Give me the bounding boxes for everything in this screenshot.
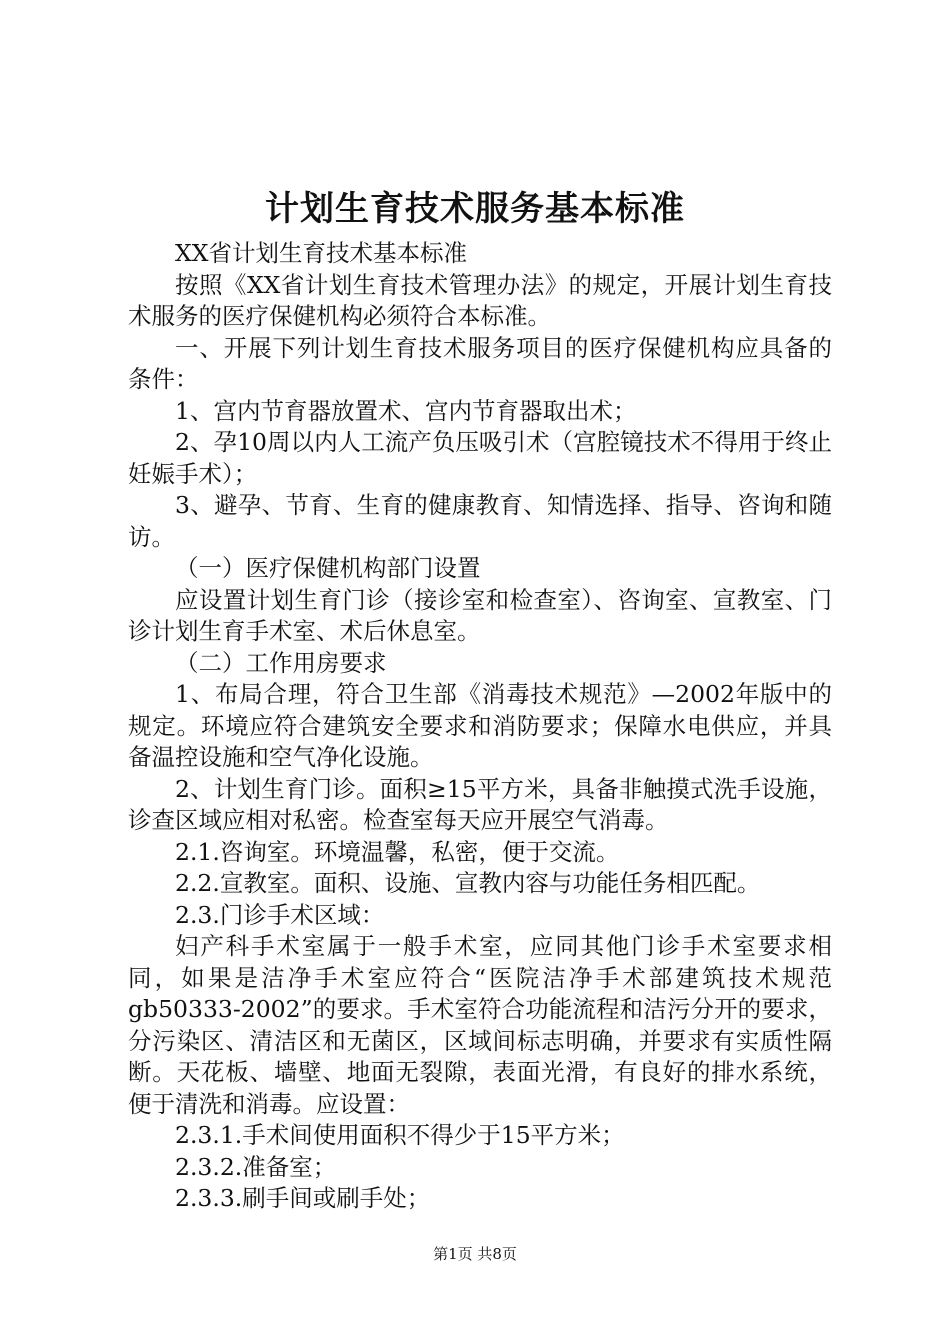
paragraph-dept-setup: 应设置计划生育门诊（接诊室和检查室）、咨询室、宣教室、门诊计划生育手术室、术后休息室。 [128, 585, 832, 645]
paragraph-heading-dept: （一）医疗保健机构部门设置 [175, 554, 481, 582]
paragraph-item-2: 2、孕10周以内人工流产负压吸引术（宫腔镜技术不得用于终止妊娠手术）； [128, 428, 832, 488]
paragraph-section-1: 一、开展下列计划生育技术服务项目的医疗保健机构应具备的条件： [128, 333, 832, 393]
paragraph-rooms-2-1: 2.1.咨询室。环境温馨，私密，便于交流。 [175, 837, 620, 866]
document-body [128, 238, 832, 1215]
paragraph-rooms-2-3: 2.3.门诊手术区域： [175, 900, 385, 929]
paragraph-subtitle: XX省计划生育技术基本标准 [175, 239, 467, 267]
paragraph-intro: 按照《XX省计划生育技术管理办法》的规定，开展计划生育技术服务的医疗保健机构必须符合本标准。 [128, 270, 832, 330]
paragraph-rooms-2-2: 2.2.宣教室。面积、设施、宣教内容与功能任务相匹配。 [175, 869, 761, 897]
paragraph-rooms-2-3-2: 2.3.2.准备室； [175, 1152, 337, 1181]
paragraph-rooms-1: 1、布局合理，符合卫生部《消毒技术规范》—2002年版中的规定。环境应符合建筑安全要求和消防要求；保障水电供应，并具备温控设施和空气净化设施。 [128, 680, 832, 771]
paragraph-heading-rooms: （二）工作用房要求 [175, 648, 387, 677]
page-footer: 第1页 共8页 [433, 1245, 517, 1263]
paragraph-surgery-area: 妇产科手术室属于一般手术室，应同其他门诊手术室要求相同，如果是洁净手术室应符合“医院洁净手术部建筑技术规范gb50333-2002”的要求。手术室符合功能流程和洁污分开的要求，分污染区、清洁区和无菌区，区域间标志明确，并要求有实质性隔断。天花板、墙壁、地面无裂隙，表面光滑，有良好的排水系统，便于清洗和消毒。应设置： [128, 932, 832, 1118]
paragraph-rooms-2-3-3: 2.3.3.刷手间或刷手处； [175, 1184, 431, 1212]
paragraph-rooms-2-3-1: 2.3.1.手术间使用面积不得少于15平方米； [175, 1121, 625, 1149]
paragraph-item-3: 3、避孕、节育、生育的健康教育、知情选择、指导、咨询和随访。 [128, 491, 832, 551]
document-title: 计划生育技术服务基本标准 [265, 189, 685, 229]
paragraph-rooms-2: 2、计划生育门诊。面积≥15平方米，具备非触摸式洗手设施，诊查区域应相对私密。检查室每天应开展空气消毒。 [128, 774, 832, 834]
paragraph-item-1: 1、宫内节育器放置术、宫内节育器取出术； [175, 396, 637, 425]
